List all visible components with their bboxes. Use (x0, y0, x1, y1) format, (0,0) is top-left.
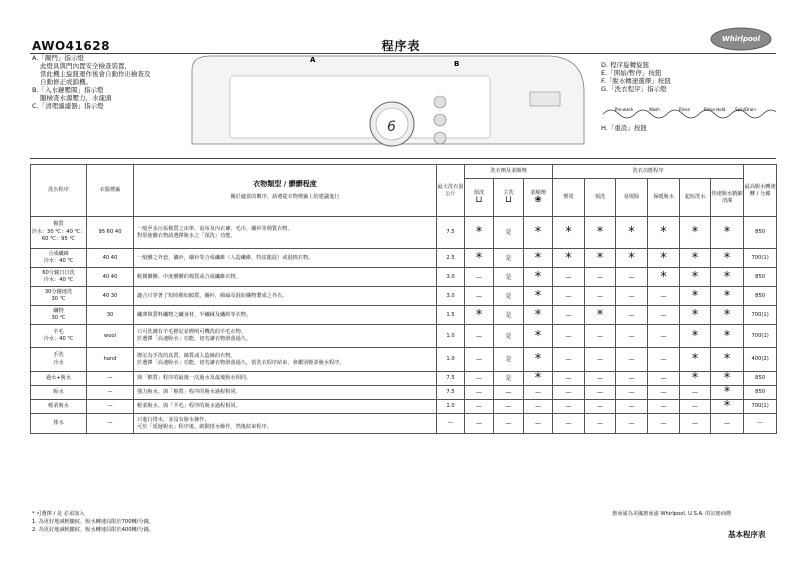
description-cell (134, 217, 437, 249)
care-label-cell (87, 372, 134, 386)
legend-line: G.「洗衣程序」指示燈 (601, 85, 667, 93)
care-symbol-icon: — (107, 403, 113, 409)
table-row (31, 306, 777, 325)
model-number: AWO41628 (32, 39, 110, 53)
function-cell: — (616, 372, 648, 386)
legend-line: 顯檢查水源壓力，水龍頭 (40, 94, 112, 102)
spin-speed-cell: 850 (744, 217, 777, 249)
description-line: 可於「延遲脫水」程序後，啟動排水操作，然後結束程序。 (137, 423, 272, 430)
table-row (31, 287, 777, 306)
spin-speed-cell: 700(1) (744, 306, 777, 325)
detergent-cell: — (465, 325, 494, 348)
copyright: 惠而浦為美國惠而浦 Whirlpool, U.S.A. 的註冊商標 (612, 511, 732, 517)
detergent-cell: — (465, 400, 494, 414)
phase-label: Rinse (679, 107, 690, 112)
col-fn: 超短洗水 (680, 179, 711, 217)
program-line: 30 ℃ (51, 296, 66, 302)
care-label-cell (87, 414, 134, 434)
load-cell: 7.5 (437, 386, 465, 400)
detergent-cell: — (465, 386, 494, 400)
program-cell (31, 348, 87, 372)
function-cell: — (585, 325, 616, 348)
program-rows (31, 217, 777, 434)
function-cell: — (553, 400, 585, 414)
table-row (31, 217, 777, 249)
col-type-sub: 關於適當的數序，請遵從衣物標籤上的建議進行 (230, 193, 340, 200)
function-cell: * (711, 268, 744, 287)
detergent-cell: 是 (494, 348, 524, 372)
function-cell: — (648, 386, 680, 400)
description-cell (134, 268, 437, 287)
function-cell: — (585, 287, 616, 306)
detergent-cell: — (465, 287, 494, 306)
legend-line: B.「入水鏈壓閥」指示燈 (32, 86, 104, 94)
section-rule (30, 158, 776, 159)
description-cell (134, 325, 437, 348)
program-cell (31, 268, 87, 287)
program-cell (31, 306, 87, 325)
legend-line: C.「清理濾濾器」指示燈 (32, 102, 104, 110)
spin-speed-cell: 850 (744, 268, 777, 287)
load-cell: 2.5 (437, 249, 465, 268)
description-line: 一般至多污垢棉質之床單，桌布及內衣褲，毛巾，襯衫等棉質衣物。 (137, 225, 293, 232)
function-cell: * (680, 348, 711, 372)
care-symbol-icon: 30 (106, 311, 114, 318)
footnote: 1. 為更好地減輕皺紋，脫水轉速局限於700轉/分鐘。 (32, 519, 154, 525)
function-cell: * (585, 249, 616, 268)
spin-speed-cell: 850 (744, 287, 777, 306)
detergent-cell: * (524, 268, 553, 287)
col-function-group: 洗衣功能程序 (553, 165, 744, 179)
legend-left (32, 54, 151, 110)
program-line: 輕柔脫水 (48, 402, 69, 409)
description-line: 適合只穿著了短時間如傾質、襯衫，綿綸及混紡織物製成之外衣。 (137, 292, 288, 299)
description-line: 於選擇「高速脫水」功能，切勿讓衣物滑落過久。 (137, 336, 252, 342)
function-cell: — (648, 414, 680, 434)
detergent-cell: * (524, 217, 553, 249)
function-cell: — (616, 400, 648, 414)
spin-speed-cell: 850 (744, 386, 777, 400)
care-symbol-icon: hand (103, 356, 117, 362)
function-cell: — (616, 268, 648, 287)
load-cell: 1.5 (437, 306, 465, 325)
function-cell: * (553, 249, 585, 268)
description-cell (134, 400, 437, 414)
function-cell: * (711, 249, 744, 268)
program-cell (31, 372, 87, 386)
program-line: 冷水：40 ℃ (43, 336, 74, 342)
function-cell: — (616, 325, 648, 348)
col-fn: 慳電 (553, 179, 585, 217)
phase-label: Wash (649, 107, 660, 112)
detergent-cell: 是 (494, 287, 524, 306)
detergent-cell: * (465, 306, 494, 325)
program-cell (31, 400, 87, 414)
function-cell: — (616, 306, 648, 325)
program-line: 排水 (53, 419, 64, 426)
function-cell: — (616, 386, 648, 400)
col-fn: 易熨除 (616, 179, 648, 217)
function-cell: * (711, 287, 744, 306)
description-line: 一般髒之外套、襯衫，襯衫等合成纖維（人造纖維、特雷龍混）或混棉衣物。 (137, 254, 314, 261)
description-line: 只進行排水，並沒有脫水操作。 (137, 416, 210, 423)
phase-indicator-strip (601, 104, 776, 124)
function-cell: * (711, 400, 744, 414)
program-cell (31, 287, 87, 306)
function-cell: — (680, 414, 711, 434)
function-cell: — (553, 268, 585, 287)
load-cell: — (437, 414, 465, 434)
col-mainwash (494, 179, 524, 217)
col-detergent-group: 洗衣劑及柔順劑 (465, 165, 553, 179)
function-cell: * (711, 348, 744, 372)
function-cell: — (585, 372, 616, 386)
legend-line: 當此機主旋鈕運作後會自動作出檢查及 (40, 70, 151, 78)
function-cell: * (711, 372, 744, 386)
function-cell: — (711, 414, 744, 434)
function-cell: * (711, 217, 744, 249)
program-line: 60分鐘日日洗 (42, 269, 75, 276)
panel-dial-number: 6 (387, 119, 396, 135)
program-line: 冷水 (53, 359, 64, 366)
program-line: 羊毛 (53, 328, 64, 335)
care-symbol-icon: 40 40 (102, 273, 118, 280)
description-line: 於選擇「高速脫水」功能，切勿讓衣物滑落過久，當洗衣程序結束，會鑑別輕柔脫水程序。 (137, 359, 345, 366)
footnote: * 可選擇 / 是 必須加入 (32, 511, 85, 517)
description-line: 強力脫水。與「棉質」程序的脫水過程相同。 (137, 389, 241, 395)
spin-speed-cell: 700(1) (744, 400, 777, 414)
function-cell: * (680, 325, 711, 348)
program-cell (31, 386, 87, 400)
col-softener (524, 179, 553, 217)
description-line: 輕柔脫水。與「羊毛」程序的脫水過程相同。 (137, 403, 241, 409)
detergent-cell: — (524, 386, 553, 400)
col-prewash (465, 179, 494, 217)
program-line: 纖物 (53, 307, 64, 314)
detergent-cell: * (524, 348, 553, 372)
detergent-cell: — (524, 400, 553, 414)
callout-label: B (454, 60, 460, 68)
detergent-cell: * (524, 325, 553, 348)
function-cell: — (553, 325, 585, 348)
description-line: 與「棉質」程序的最後一次過水及最後脫水相同。 (137, 375, 252, 381)
footnotes (32, 510, 154, 534)
detergent-cell: * (465, 217, 494, 249)
description-cell (134, 414, 437, 434)
col-mainwash-label: 主洗 (503, 190, 514, 196)
care-label-cell (87, 268, 134, 287)
function-cell: — (648, 306, 680, 325)
detergent-cell: 是 (494, 268, 524, 287)
detergent-cell: — (465, 372, 494, 386)
care-label-cell (87, 287, 134, 306)
load-cell: 1.0 (437, 400, 465, 414)
function-cell: — (585, 386, 616, 400)
function-cell: * (648, 249, 680, 268)
program-line: 脫水 (53, 388, 64, 395)
function-cell: — (553, 414, 585, 434)
detergent-cell: 是 (494, 372, 524, 386)
col-load: 最大洗衣量公斤 (437, 165, 465, 217)
description-cell (134, 306, 437, 325)
col-program: 洗衣程序 (31, 165, 87, 217)
table-row (31, 348, 777, 372)
description-cell (134, 287, 437, 306)
function-cell: — (553, 372, 585, 386)
col-type-title: 衣物類型 / 髒髒程度 (253, 179, 317, 188)
detergent-cell: * (524, 287, 553, 306)
care-label-cell (87, 400, 134, 414)
program-line: 冷水：30 ℃：40 ℃： (31, 228, 86, 235)
detergent-cell: * (524, 306, 553, 325)
callout-label: A (310, 56, 316, 64)
care-label-cell (87, 306, 134, 325)
control-panel-illustration (190, 52, 588, 154)
brand-text: Whirlpool (722, 35, 760, 43)
legend-line: E.「開始/暫停」按鈕 (601, 69, 662, 77)
spin-speed-cell: 400(2) (744, 348, 777, 372)
col-softener-label: 柔順劑 (530, 190, 546, 196)
detergent-cell: — (494, 414, 524, 434)
care-symbol-icon: wool (103, 332, 117, 339)
function-cell: * (711, 325, 744, 348)
function-cell: * (680, 306, 711, 325)
function-cell: * (680, 372, 711, 386)
description-line: 標記為手洗的真質、絲質或人造絲的衣物。 (137, 352, 236, 359)
load-cell: 3.0 (437, 287, 465, 306)
detergent-cell: * (465, 249, 494, 268)
legend-line: H.「重設」按鈕 (601, 124, 647, 132)
function-cell: — (585, 268, 616, 287)
description-cell (134, 372, 437, 386)
phase-label: Rinse Hold (704, 107, 726, 112)
program-cell (31, 217, 87, 249)
detergent-cell: * (524, 372, 553, 386)
care-symbol-icon: — (107, 420, 113, 426)
function-cell: * (648, 217, 680, 249)
col-fn: 快速脫水精細清潔 (711, 179, 744, 217)
load-cell: 7.5 (437, 217, 465, 249)
legend-line: D. 程序旋轉旋鈕 (601, 61, 650, 69)
detergent-cell: * (524, 249, 553, 268)
program-line: 過水+脫水 (45, 374, 72, 381)
softener-icon: ❀ (534, 195, 542, 205)
description-line: 對常使髒衣物請選擇脫水之「預洗」功能。 (137, 232, 236, 239)
col-type (134, 165, 437, 217)
col-fn: 預洗 (585, 179, 616, 217)
detergent-cell: 是 (494, 217, 524, 249)
function-cell: — (680, 400, 711, 414)
detergent-cell: — (465, 268, 494, 287)
load-cell: 7.5 (437, 372, 465, 386)
function-cell: * (711, 306, 744, 325)
description-line: 輕微髒髒、中度髒髒的棉質或合成纖維衣物。 (137, 273, 241, 280)
table-row (31, 325, 777, 348)
program-line: 合成纖維 (48, 250, 69, 257)
description-cell (134, 348, 437, 372)
control-panel-drawing (190, 52, 588, 154)
prewash-icon: ⊔ (475, 195, 483, 205)
detergent-cell: — (465, 414, 494, 434)
function-cell: — (553, 306, 585, 325)
function-cell: — (553, 386, 585, 400)
col-fn: 保暖脫水 (648, 179, 680, 217)
legend-line: F.「脫水轉速選擇」按鈕 (601, 77, 671, 85)
table-row (31, 249, 777, 268)
phase-label: Pre-wash (615, 107, 634, 112)
function-cell: — (585, 414, 616, 434)
footer-title: 基本程序表 (728, 530, 766, 539)
function-cell: — (680, 386, 711, 400)
function-cell: * (680, 217, 711, 249)
detergent-cell: 是 (494, 306, 524, 325)
table-row (31, 414, 777, 434)
col-prewash-label: 預洗 (473, 190, 485, 196)
detergent-cell: — (494, 386, 524, 400)
program-line: 冷水：40 ℃ (43, 258, 74, 264)
function-cell: * (553, 217, 585, 249)
page-title: 程序表 (381, 39, 421, 53)
spin-speed-cell: 850 (744, 372, 777, 386)
care-label-cell (87, 249, 134, 268)
program-cell (31, 414, 87, 434)
phase-label: Spin/Drain (735, 107, 756, 112)
detergent-cell: 是 (494, 249, 524, 268)
function-cell: * (585, 306, 616, 325)
footnote: 2. 為更好地減輕皺紋，脫水轉速局限於400轉/分鐘。 (32, 527, 154, 533)
program-line: 冷水：40 ℃ (43, 277, 74, 283)
load-cell: 3.0 (437, 268, 465, 287)
care-label-cell (87, 348, 134, 372)
description-cell (134, 386, 437, 400)
care-symbol-icon: 40 40 (102, 254, 118, 261)
program-cell (31, 325, 87, 348)
description-line: 只可洗滌有羊毛標記並標明可機洗的羊毛衣物。 (137, 329, 246, 335)
care-symbol-icon: 95 60 40 (98, 229, 122, 235)
function-cell: — (648, 325, 680, 348)
care-label-cell (87, 217, 134, 249)
col-care: 衣服標籤 (87, 165, 134, 217)
spin-speed-cell: 700(1) (744, 249, 777, 268)
col-speed: 最高脫水轉速轉 / 分鐘 (744, 165, 777, 217)
care-label-cell (87, 325, 134, 348)
function-cell: — (616, 287, 648, 306)
function-cell: * (680, 287, 711, 306)
function-cell: — (648, 348, 680, 372)
legend-line: A.「關門」指示燈 (32, 54, 84, 62)
program-line: 30 ℃ (51, 315, 66, 321)
function-cell: — (585, 348, 616, 372)
table-row (31, 386, 777, 400)
mainwash-icon: ⊔ (504, 195, 513, 205)
spin-speed-cell: 700(1) (744, 325, 777, 348)
load-cell: 1.0 (437, 325, 465, 348)
description-cell (134, 249, 437, 268)
function-cell: * (648, 268, 680, 287)
care-symbol-icon: 40 30 (102, 292, 118, 299)
care-label-cell (87, 386, 134, 400)
care-symbol-icon: — (107, 389, 113, 395)
detergent-cell: — (465, 348, 494, 372)
function-cell: — (553, 287, 585, 306)
load-cell: 1.0 (437, 348, 465, 372)
function-cell: * (680, 249, 711, 268)
function-cell: * (585, 217, 616, 249)
detergent-cell: — (494, 400, 524, 414)
detergent-cell: 是 (494, 325, 524, 348)
function-cell: — (616, 348, 648, 372)
legend-line: 自動修正或鎖機。 (40, 78, 92, 86)
program-cell (31, 249, 87, 268)
function-cell: — (616, 414, 648, 434)
legend-line: 此燈具與門內置安全檢查裝置， (40, 62, 131, 70)
function-cell: * (711, 386, 744, 400)
program-line: 60 ℃：95 ℃ (41, 236, 76, 243)
description-line: 纖薄與質料纖物之纖身材，半纖絨及纖紗等衣物。 (137, 311, 252, 318)
spin-speed-cell: — (744, 414, 777, 434)
detergent-cell: — (524, 414, 553, 434)
function-cell: — (648, 400, 680, 414)
table-row (31, 400, 777, 414)
program-line: 30分鐘速洗 (44, 288, 73, 295)
table-row (31, 372, 777, 386)
function-cell: * (616, 249, 648, 268)
function-cell: * (616, 217, 648, 249)
function-cell: — (553, 348, 585, 372)
function-cell: — (648, 372, 680, 386)
program-line: 手洗 (53, 352, 64, 358)
program-line: 棉質 (53, 221, 64, 228)
function-cell: — (648, 287, 680, 306)
table-row (31, 268, 777, 287)
function-cell: * (680, 268, 711, 287)
program-table (30, 164, 777, 434)
function-cell: — (585, 400, 616, 414)
care-symbol-icon: — (107, 375, 113, 381)
